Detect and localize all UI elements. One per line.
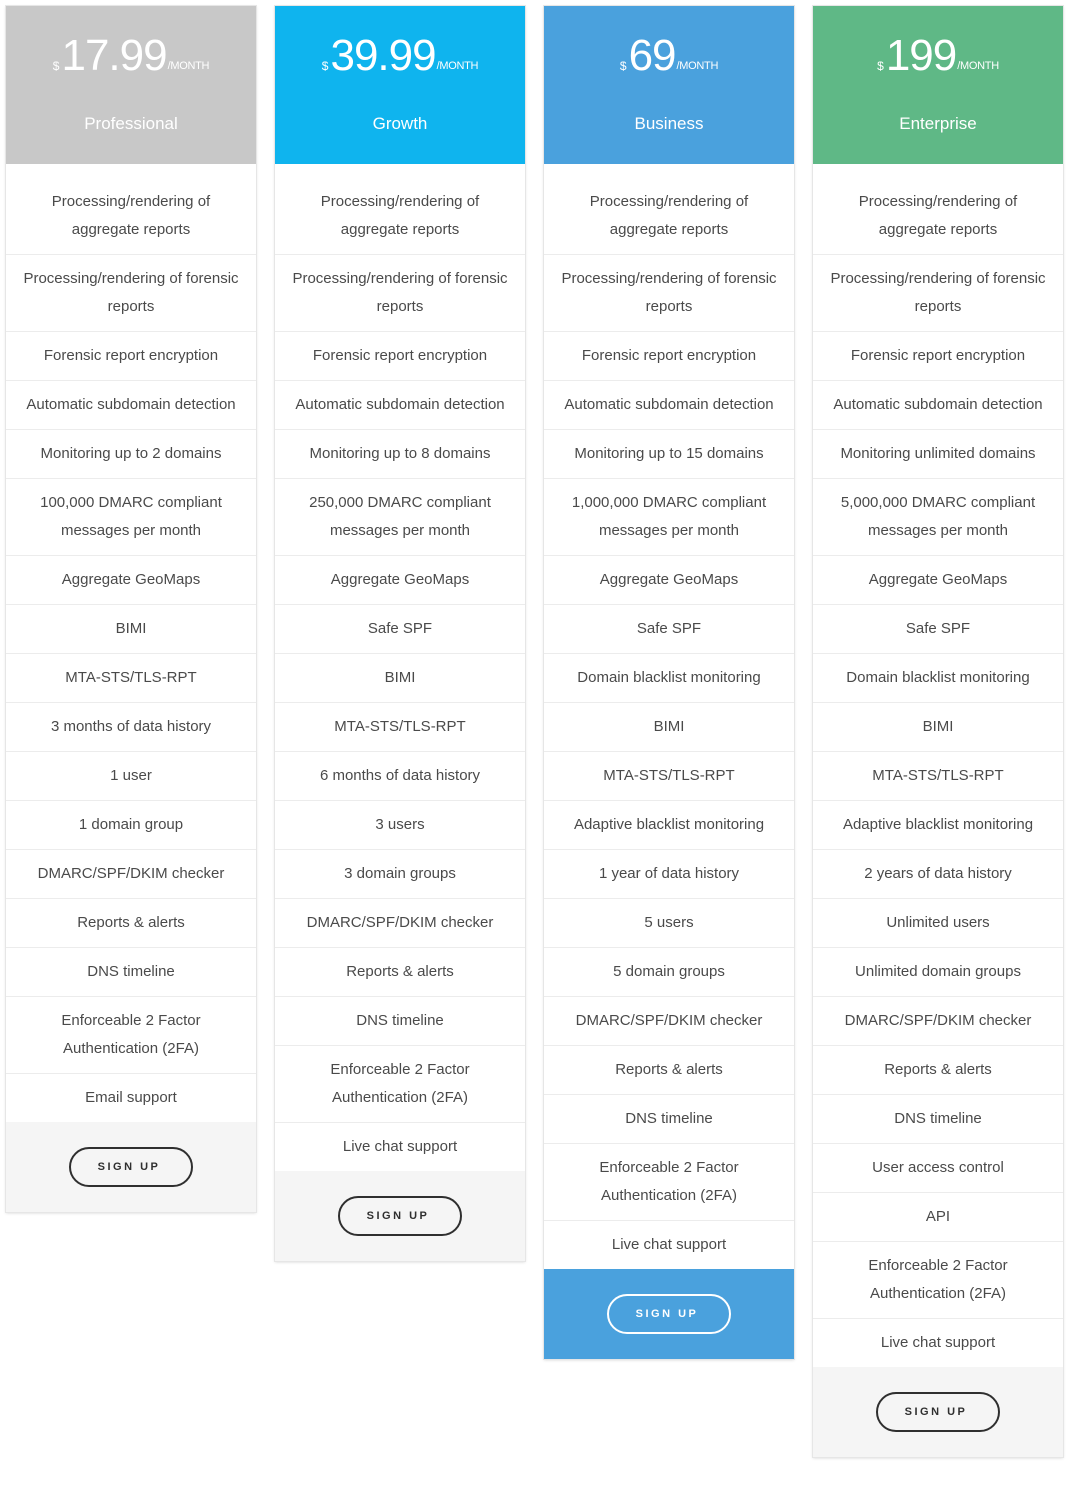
feature-item: MTA-STS/TLS-RPT [6,653,256,702]
sign-up-button[interactable]: SIGN UP [338,1196,462,1236]
feature-item: Safe SPF [813,604,1063,653]
feature-item: MTA-STS/TLS-RPT [275,702,525,751]
feature-item: Aggregate GeoMaps [813,555,1063,604]
plan-header [6,6,256,164]
feature-item: Monitoring up to 8 domains [275,429,525,478]
feature-item: Unlimited users [813,898,1063,947]
feature-item: 1 domain group [6,800,256,849]
feature-item: DMARC/SPF/DKIM checker [275,898,525,947]
feature-item: Aggregate GeoMaps [544,555,794,604]
feature-item: DNS timeline [6,947,256,996]
plan-header [275,6,525,164]
feature-item: MTA-STS/TLS-RPT [544,751,794,800]
feature-item: Enforceable 2 Factor Authentication (2FA) [275,1045,525,1122]
feature-item: DNS timeline [544,1094,794,1143]
feature-item: 100,000 DMARC compliant messages per month [6,478,256,555]
feature-item: BIMI [275,653,525,702]
feature-item: DNS timeline [813,1094,1063,1143]
plan-price [544,31,794,80]
plan-card-professional [6,6,256,1212]
plan-card-business [544,6,794,1359]
feature-item: Automatic subdomain detection [544,380,794,429]
feature-item: 5 domain groups [544,947,794,996]
feature-item: DMARC/SPF/DKIM checker [544,996,794,1045]
feature-item: Reports & alerts [6,898,256,947]
feature-item: 5 users [544,898,794,947]
plan-price [813,31,1063,80]
feature-item: DNS timeline [275,996,525,1045]
feature-item: BIMI [813,702,1063,751]
feature-item: Adaptive blacklist monitoring [544,800,794,849]
feature-item: Processing/rendering of forensic reports [544,254,794,331]
feature-item: Reports & alerts [813,1045,1063,1094]
plan-card-growth [275,6,525,1261]
feature-item: Reports & alerts [544,1045,794,1094]
plan-header [544,6,794,164]
feature-list [275,164,525,1171]
plan-header [813,6,1063,164]
feature-item: Monitoring up to 2 domains [6,429,256,478]
feature-item: Aggregate GeoMaps [6,555,256,604]
plan-card-enterprise [813,6,1063,1457]
feature-item: 5,000,000 DMARC compliant messages per month [813,478,1063,555]
feature-item: 6 months of data history [275,751,525,800]
feature-item: Processing/rendering of aggregate reports [51,193,211,238]
feature-item: Processing/rendering of aggregate reports [858,193,1018,238]
plan-price [275,31,525,80]
feature-item: User access control [813,1143,1063,1192]
currency-symbol: $ [321,59,329,73]
feature-item: Live chat support [813,1318,1063,1367]
sign-up-button[interactable]: SIGN UP [876,1392,1000,1432]
feature-item: Forensic report encryption [6,331,256,380]
feature-item: Forensic report encryption [275,331,525,380]
price-amount: 69 [628,31,676,80]
feature-item: Domain blacklist monitoring [813,653,1063,702]
feature-item: BIMI [6,604,256,653]
feature-item: DMARC/SPF/DKIM checker [813,996,1063,1045]
feature-list [544,164,794,1269]
feature-item: Automatic subdomain detection [813,380,1063,429]
feature-item: Unlimited domain groups [813,947,1063,996]
feature-item: Reports & alerts [275,947,525,996]
feature-item: Monitoring up to 15 domains [544,429,794,478]
feature-item: 3 users [275,800,525,849]
feature-item: Processing/rendering of forensic reports [813,254,1063,331]
feature-item: MTA-STS/TLS-RPT [813,751,1063,800]
feature-item: Enforceable 2 Factor Authentication (2FA) [813,1241,1063,1318]
feature-item: DMARC/SPF/DKIM checker [6,849,256,898]
feature-item: Enforceable 2 Factor Authentication (2FA) [6,996,256,1073]
price-period: /MONTH [676,60,719,72]
currency-symbol: $ [877,59,884,73]
feature-item: Safe SPF [275,604,525,653]
feature-item: Forensic report encryption [544,331,794,380]
feature-list [6,164,256,1122]
price-period: /MONTH [436,60,479,72]
feature-item: BIMI [544,702,794,751]
feature-item: Automatic subdomain detection [275,380,525,429]
plan-footer [813,1367,1063,1457]
currency-symbol: $ [619,59,627,73]
plan-name: Business [634,114,704,133]
feature-item: Enforceable 2 Factor Authentication (2FA) [544,1143,794,1220]
sign-up-button[interactable]: SIGN UP [607,1294,731,1334]
sign-up-button[interactable]: SIGN UP [69,1147,193,1187]
plan-footer [544,1269,794,1359]
feature-item: Live chat support [275,1122,525,1171]
feature-item: 1 year of data history [544,849,794,898]
feature-item: 3 months of data history [6,702,256,751]
feature-item: Forensic report encryption [813,331,1063,380]
feature-item: Processing/rendering of forensic reports [6,254,256,331]
feature-item: Monitoring unlimited domains [813,429,1063,478]
price-period: /MONTH [167,60,210,72]
feature-item: Adaptive blacklist monitoring [813,800,1063,849]
feature-item: Live chat support [544,1220,794,1269]
feature-item: API [813,1192,1063,1241]
plan-footer [275,1171,525,1261]
feature-item: Domain blacklist monitoring [544,653,794,702]
price-period: /MONTH [957,60,999,72]
plan-name: Growth [372,114,428,133]
feature-item: Processing/rendering of aggregate reports [320,193,480,238]
feature-item: Processing/rendering of aggregate reports [589,193,749,238]
plan-footer [6,1122,256,1212]
price-amount: 39.99 [330,31,436,80]
plan-price [6,31,256,80]
feature-item: Aggregate GeoMaps [275,555,525,604]
feature-item: 1,000,000 DMARC compliant messages per month [544,478,794,555]
feature-item: 250,000 DMARC compliant messages per month [275,478,525,555]
price-amount: 17.99 [61,31,167,80]
feature-item: Processing/rendering of forensic reports [275,254,525,331]
plan-name: Enterprise [899,114,977,133]
price-amount: 199 [885,31,957,80]
feature-item: 3 domain groups [275,849,525,898]
currency-symbol: $ [52,59,60,73]
feature-item: Automatic subdomain detection [6,380,256,429]
feature-list [813,164,1063,1367]
feature-item: Safe SPF [544,604,794,653]
feature-item: 2 years of data history [813,849,1063,898]
feature-item: Email support [6,1073,256,1122]
feature-item: 1 user [6,751,256,800]
plan-name: Professional [84,114,178,133]
